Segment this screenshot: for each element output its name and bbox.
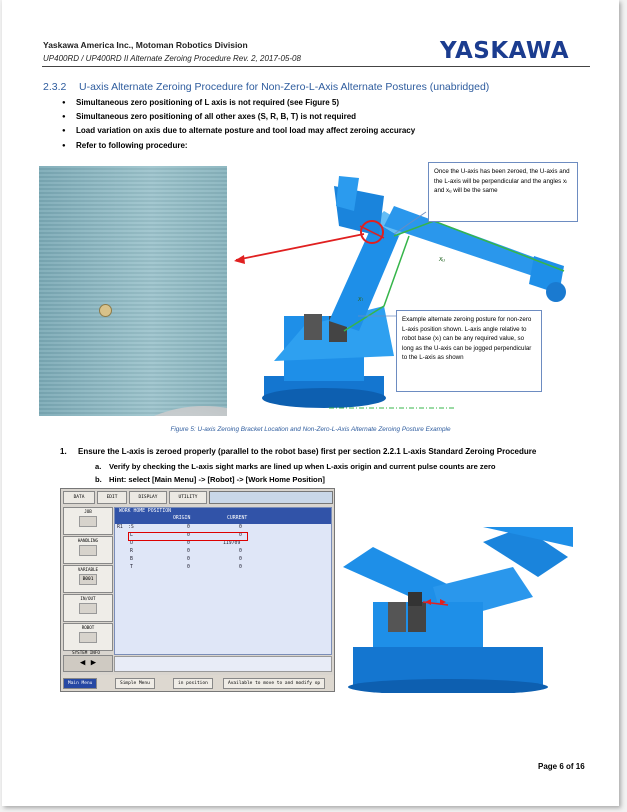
menu-utility[interactable]: UTILITY (169, 491, 207, 504)
yaskawa-logo: YASKAWA (440, 38, 570, 64)
substep-letter: a. (95, 462, 102, 471)
bullet-item: ● Refer to following procedure: (62, 139, 415, 153)
group-label: R1 (117, 525, 123, 530)
header-doc-title: UP400RD / UP400RD II Alternate Zeroing Procedure Rev. 2, 2017-05-08 (43, 54, 301, 63)
table-row: R1 :S 0 0 (117, 525, 242, 530)
label-xu: xᵤ (439, 256, 445, 263)
work-home-position-screen (114, 507, 332, 655)
callout-alternate-posture: Example alternate zeroing posture for non-zero L-axis position shown. L-axis angle relative to robot base (xₗ) can be any required value, so long as the U-axis can be jogged perpendicular to the L-axis as shown (396, 310, 542, 392)
simple-menu-button[interactable]: Simple Menu (115, 678, 155, 689)
input-line (114, 656, 332, 672)
section-title: U-axis Alternate Zeroing Procedure for Non-Zero-L-Axis Alternate Postures (unabridged) (79, 81, 490, 93)
document-page (2, 0, 619, 806)
substep-text: Verify by checking the L-axis sight marks are lined up when L-axis origin and current pulse counts are zero (109, 462, 496, 471)
table-row: T 0 0 (130, 565, 242, 570)
menu-edit[interactable]: EDIT (97, 491, 127, 504)
bolt (99, 304, 112, 317)
menu-display[interactable]: DISPLAY (129, 491, 167, 504)
substep-b (95, 475, 325, 484)
side-button-variable[interactable]: VARIABLE B001 (63, 565, 113, 593)
section-heading (43, 81, 489, 93)
page-number: Page 6 of 16 (538, 762, 585, 771)
bullet-item: ● Simultaneous zero positioning of L axis is not required (see Figure 5) (62, 96, 415, 110)
table-row: B 0 0 (130, 557, 242, 562)
status-message: Available to move to and modify op (223, 678, 325, 689)
label-xl: xₗ (358, 296, 363, 303)
screen-title: WORK HOME POSITION (119, 509, 171, 514)
col-origin: ORIGIN (173, 516, 191, 521)
step-text: Ensure the L-axis is zeroed properly (parallel to the robot base) first per section 2.2.1 L-axis Standard Zeroing Procedure (78, 447, 537, 456)
robot-zero-posture-illustration (333, 527, 573, 693)
inout-icon (79, 603, 97, 614)
bullet-item: ● Simultaneous zero positioning of all other axes (S, R, B, T) is not required (62, 110, 415, 124)
side-button-job[interactable]: JOB (63, 507, 113, 535)
side-button-system-info[interactable]: SYSTEM INFO (72, 650, 100, 655)
figure-caption: Figure 5: U-axis Zeroing Bracket Location and Non-Zero-L-Axis Alternate Zeroing Posture Example (170, 426, 451, 433)
teach-pendant-screen (60, 488, 335, 692)
status-in-position: in position (173, 678, 213, 689)
substep-text: Hint: select [Main Menu] -> [Robot] -> [Work Home Position] (109, 475, 325, 484)
table-row: U 0 119709 (130, 541, 241, 546)
job-icon (79, 516, 97, 527)
callout-perpendicular: Once the U-axis has been zeroed, the U-axis and the L-axis will be perpendicular and the angles xₗ and xᵤ will be the same (428, 162, 578, 222)
menu-data[interactable]: DATA (63, 491, 95, 504)
header-divider (42, 66, 590, 67)
variable-value: B001 (79, 574, 97, 585)
handling-icon (79, 545, 97, 556)
side-button-handling[interactable]: HANDLING (63, 536, 113, 564)
robot-icon (79, 632, 97, 643)
status-icons-bar (209, 491, 333, 504)
header-company: Yaskawa America Inc., Motoman Robotics Division (43, 40, 248, 50)
bullet-list (62, 96, 415, 153)
col-current: CURRENT (227, 516, 248, 521)
l-axis-highlight (128, 532, 248, 541)
table-row: L 0 0 (130, 533, 242, 538)
section-number: 2.3.2 (43, 81, 67, 93)
bullet-item: ● Load variation on axis due to alternate posture and tool load may affect zeroing accuracy (62, 124, 415, 138)
step-1 (60, 447, 536, 456)
side-button-inout[interactable]: IN/OUT (63, 594, 113, 622)
side-button-robot[interactable]: ROBOT (63, 623, 113, 651)
main-menu-button[interactable]: Main Menu (63, 678, 97, 689)
screen-title-bar (115, 508, 331, 524)
bracket-photo (39, 166, 227, 416)
page-nav-arrows[interactable]: ◀ ▶ (63, 655, 113, 672)
table-row: R 0 0 (130, 549, 242, 554)
substep-a (95, 462, 496, 471)
step-number: 1. (60, 447, 67, 456)
substep-letter: b. (95, 475, 102, 484)
bottom-bar (61, 675, 334, 691)
